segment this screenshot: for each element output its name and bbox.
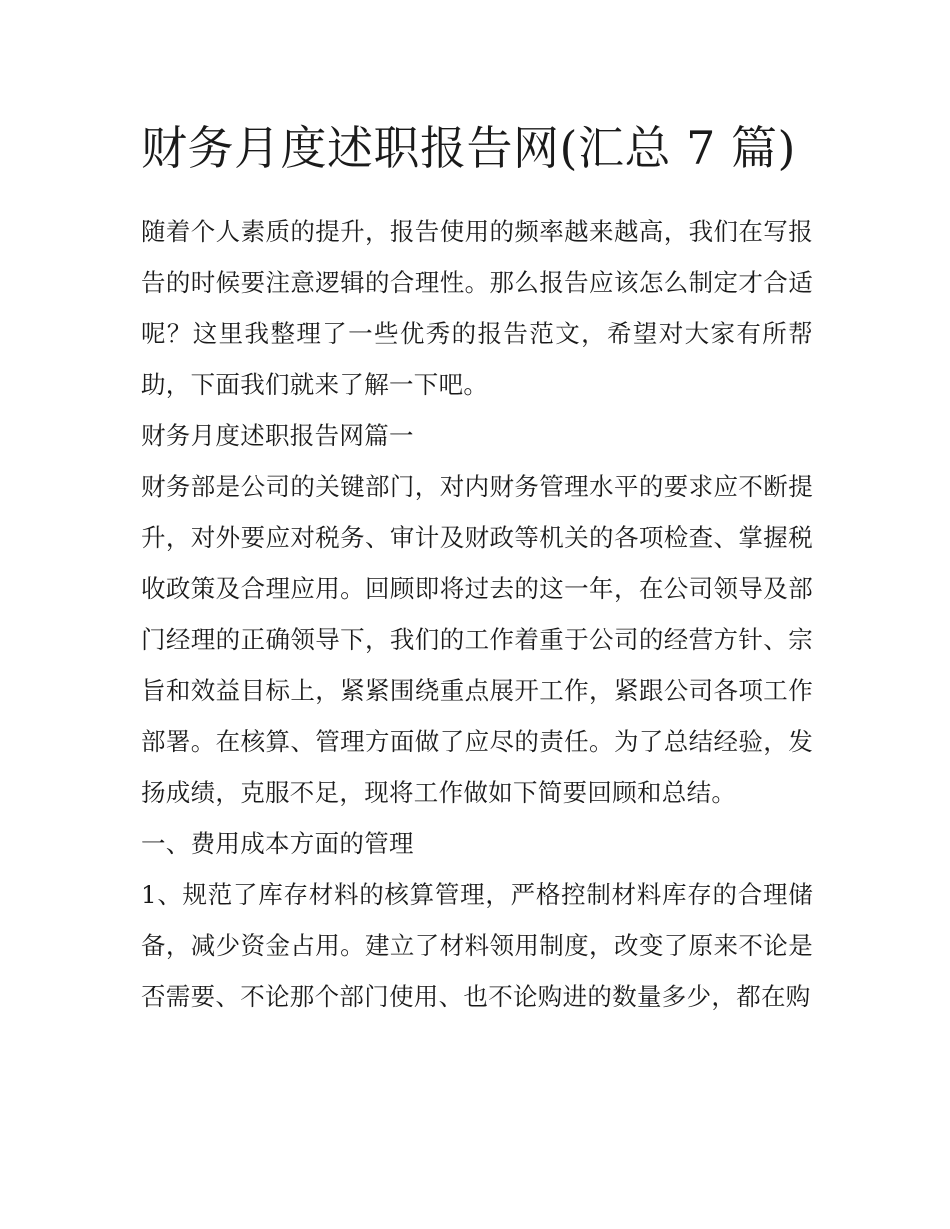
list-item: 1、规范了库存材料的核算管理，严格控制材料库存的合理储备，减少资金占用。建立了材料领用制度，改变了原来不论是否需要、不论那个部门使用、也不论购进的数量多少，都在购: [141, 880, 813, 1011]
document-body: [141, 112, 813, 1022]
section-paragraph: 财务部是公司的关键部门，对内财务管理水平的要求应不断提升，对外要应对税务、审计及财政等机关的各项检查、掌握税收政策及合理应用。回顾即将过去的这一年，在公司领导及部门经理的正确领导下，我们的工作着重于公司的经营方针、宗旨和效益目标上，紧紧围绕重点展开工作，紧跟公司各项工作部署。在核算、管理方面做了应尽的责任。为了总结经验，发扬成绩，克服不足，现将工作做如下简要回顾和总结。: [141, 472, 813, 807]
document-title: 财务月度述职报告网(汇总 7 篇): [141, 121, 796, 175]
subsection-heading: 一、费用成本方面的管理: [141, 829, 414, 858]
section-heading: 财务月度述职报告网篇一: [141, 421, 414, 450]
intro-paragraph: 随着个人素质的提升，报告使用的频率越来越高，我们在写报告的时候要注意逻辑的合理性。那么报告应该怎么制定才合适呢？这里我整理了一些优秀的报告范文，希望对大家有所帮助，下面我们就来了解一下吧。: [141, 217, 813, 399]
